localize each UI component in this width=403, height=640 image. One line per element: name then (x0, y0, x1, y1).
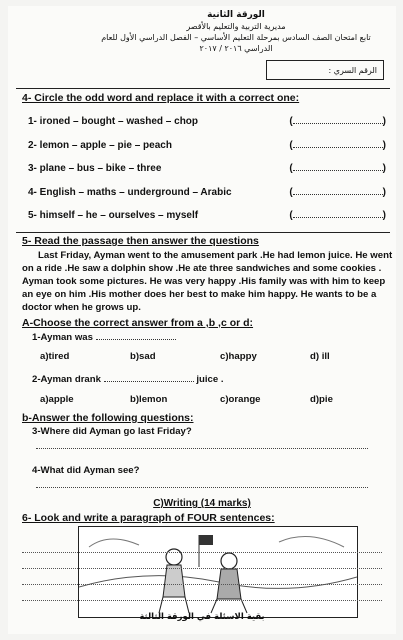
seat-number-box[interactable] (266, 60, 384, 80)
open-question-3: 3-Where did Ayman go last Friday? (32, 426, 192, 437)
writing-line-2[interactable] (22, 568, 382, 569)
paper-number: الورقة الثانية (207, 10, 265, 20)
mcq-1-option-b[interactable]: b)sad (130, 351, 156, 362)
q4-answer-1[interactable]: ( ) (289, 116, 386, 127)
q5-part-b-title: b-Answer the following questions: (22, 412, 194, 424)
divider (16, 88, 390, 89)
mcq-2-option-d[interactable]: d)pie (310, 394, 333, 405)
q4-item-5: 5- himself – he – ourselves – myself (28, 210, 199, 221)
mcq-1-option-d[interactable]: d) ill (310, 351, 330, 362)
mcq-1-option-a[interactable]: a)tired (40, 351, 70, 362)
mcq-2-stem: 2-Ayman drank juice . (32, 374, 224, 385)
directorate: مديرية التربية والتعليم بالأقصر (186, 22, 286, 31)
q4-answer-4[interactable]: ( ) (289, 187, 386, 198)
q4-item-3: 3- plane – bus – bike – three (28, 163, 162, 174)
mcq-1-stem: 1-Ayman was (32, 332, 176, 343)
q4-item-1: 1- ironed – bought – washed – chop (28, 116, 199, 127)
q4-answer-3[interactable]: ( ) (289, 163, 386, 174)
mcq-2-option-c[interactable]: c)orange (220, 394, 261, 405)
mcq-2-option-b[interactable]: b)lemon (130, 394, 168, 405)
writing-line-1[interactable] (22, 552, 382, 553)
exam-page (8, 6, 396, 634)
footer-note: بقية الاسئلة في الورقة الثالثة (139, 612, 265, 622)
mcq-2-option-a[interactable]: a)apple (40, 394, 74, 405)
exam-description: تابع امتحان الصف السادس بمرحلة التعليم الأساسي – الفصل الدراسي الأول للعام الدراسي ٢٠١٦ / ٢٠١٧ (101, 33, 371, 53)
answer-line-4[interactable] (36, 487, 368, 488)
writing-line-3[interactable] (22, 584, 382, 585)
q5-title: 5- Read the passage then answer the questions (22, 235, 259, 247)
reading-passage: Last Friday, Ayman went to the amusement park .He had lemon juice. He went on a ride .He saw a dolphin show .He ate three sandwiches and some cookies . Ayman took some pictures. He was very happy .His family was with him to keep an eye on him .His mother does her best to make him happy. He wants to be a doctor when he grows up. (22, 250, 393, 313)
answer-line-3[interactable] (36, 448, 368, 449)
q4-answer-2[interactable]: ( ) (289, 140, 386, 151)
mcq-1-option-c[interactable]: c)happy (220, 351, 257, 362)
q5-part-a-title: A-Choose the correct answer from a ,b ,c or d: (22, 317, 254, 329)
open-question-4: 4-What did Ayman see? (32, 465, 140, 476)
writing-line-4[interactable] (22, 600, 382, 601)
q4-answer-5[interactable]: ( ) (289, 210, 386, 221)
picture-frame (78, 526, 358, 618)
q6-title: 6- Look and write a paragraph of FOUR sentences: (22, 512, 275, 524)
q4-title: 4- Circle the odd word and replace it with a correct one: (22, 92, 300, 104)
q4-item-2: 2- lemon – apple – pie – peach (28, 140, 172, 151)
amusement-park-illustration (79, 527, 357, 617)
divider (16, 232, 390, 233)
q4-item-4: 4- English – maths – underground – Arabic (28, 187, 232, 198)
writing-heading: C)Writing (14 marks) (153, 498, 251, 509)
exam-header (86, 10, 386, 54)
seat-number-label: الرقم السري : (328, 66, 377, 75)
